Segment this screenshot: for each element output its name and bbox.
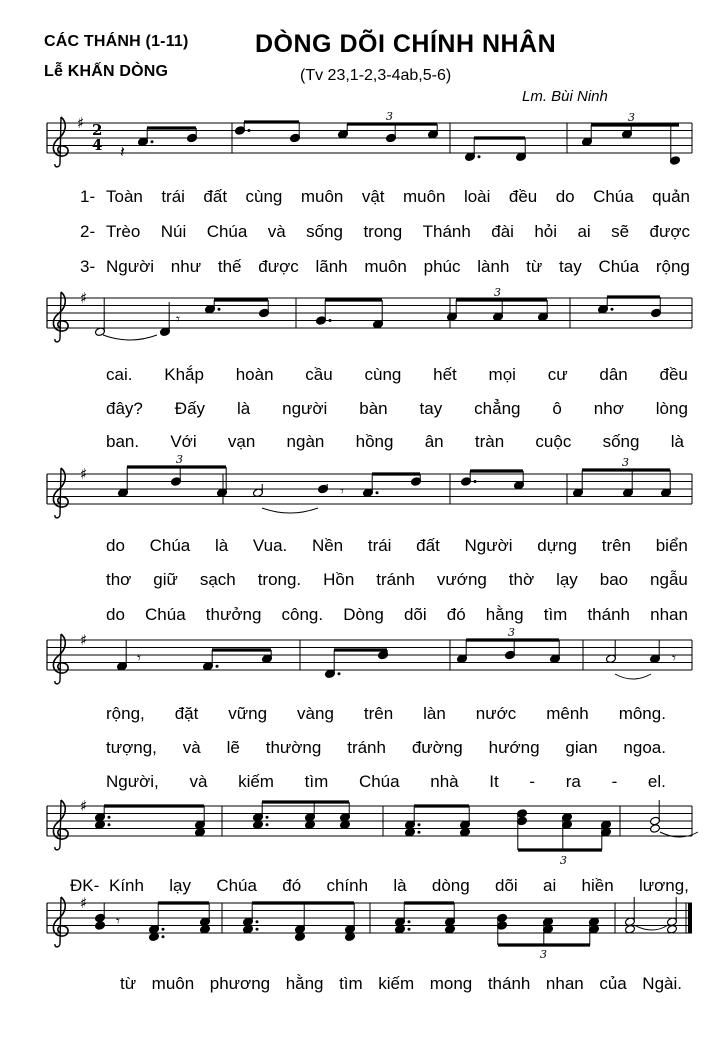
lyric-syllable: giữ <box>153 570 178 589</box>
lyric-syllable: dân <box>599 365 628 384</box>
lyric-syllable: loài <box>463 187 491 206</box>
lyric-syllable: Dòng <box>343 605 384 624</box>
lyric-syllable: hoàn <box>235 365 274 384</box>
lyric-syllable: và <box>267 222 286 241</box>
verse-number-2: 2- <box>80 222 96 241</box>
lyric-syllable: bao <box>599 570 629 589</box>
note-dot <box>162 935 165 938</box>
note-dot <box>162 928 165 931</box>
lyric-line <box>106 536 688 556</box>
occasion-label: Lễ KHẤN DÒNG <box>44 63 169 80</box>
treble-clef-icon <box>53 117 68 167</box>
lyric-syllable: ngoa. <box>623 738 666 757</box>
lyric-syllable: của <box>599 974 627 993</box>
lyric-syllable: cầu <box>305 365 333 384</box>
lyric-syllable: Chúa <box>206 222 248 241</box>
lyric-syllable: el. <box>647 772 666 791</box>
lyric-syllable: thưởng <box>205 605 262 624</box>
verse-number-1: 1- <box>80 187 96 206</box>
lyric-syllable: muôn <box>364 257 407 276</box>
lyric-syllable: lãnh <box>315 257 348 276</box>
sharp-icon: ♯ <box>77 114 85 132</box>
lyric-syllable: kiếm <box>378 974 415 993</box>
lyric-syllable: chẳng <box>474 399 521 418</box>
triplet-mark: 3 <box>540 948 547 961</box>
lyric-line <box>106 222 690 242</box>
lyric-syllable: đó <box>282 876 302 895</box>
category-label: CÁC THÁNH (1-11) <box>44 33 189 50</box>
lyric-syllable: Người, <box>106 772 159 791</box>
treble-clef-icon <box>53 897 68 947</box>
lyric-syllable: tràn <box>474 432 505 451</box>
tie <box>615 674 651 679</box>
triplet-mark: 3 <box>508 626 515 639</box>
treble-clef-icon <box>53 468 68 518</box>
lyric-syllable: dòng <box>431 876 470 895</box>
triplet-mark: 3 <box>386 110 393 123</box>
lyric-syllable: phương <box>209 974 271 993</box>
lyric-syllable: bàn <box>359 399 388 418</box>
note-head <box>95 921 106 931</box>
lyric-syllable: Kính <box>109 876 144 895</box>
note-dot <box>266 823 269 826</box>
lyric-syllable: ban. <box>106 432 140 451</box>
lyric-syllable: chính <box>326 876 369 895</box>
lyric-syllable: ngẫu <box>650 570 688 589</box>
lyric-line <box>106 605 688 625</box>
treble-clef-icon <box>53 800 68 850</box>
lyric-syllable: Chúa <box>593 187 634 206</box>
lyric-syllable: nhan <box>545 974 584 993</box>
note-dot <box>256 920 259 923</box>
lyric-syllable: vướng <box>436 570 487 589</box>
triplet-mark: 3 <box>560 854 567 867</box>
lyric-line <box>106 365 688 385</box>
final-barline <box>688 903 692 933</box>
note-dot <box>108 816 111 819</box>
verse-number-3: 3- <box>80 257 96 276</box>
lyric-syllable: Người <box>106 257 155 276</box>
note-dot <box>329 319 332 322</box>
note-dot <box>376 491 379 494</box>
lyric-syllable: cùng <box>245 187 283 206</box>
lyric-syllable: cai. <box>106 365 133 384</box>
lyric-syllable: do <box>106 536 125 555</box>
lyric-syllable: dõi <box>403 605 427 624</box>
lyric-syllable: Hồn <box>323 570 355 589</box>
quarter-rest-icon: 𝄽 <box>120 144 125 161</box>
lyric-syllable: Núi <box>160 222 187 241</box>
lyric-syllable: trong <box>363 222 403 241</box>
lyric-syllable: sẽ <box>611 222 630 241</box>
lyric-syllable: tìm <box>304 772 329 791</box>
lyric-syllable: mông. <box>618 704 666 723</box>
lyric-syllable: trong. <box>257 570 302 589</box>
time-signature-bottom: 4 <box>92 136 103 154</box>
refrain-label: ĐK- <box>70 876 100 895</box>
note-dot <box>248 129 251 132</box>
lyric-syllable: nhà <box>430 772 459 791</box>
lyric-syllable: cư <box>547 365 568 384</box>
lyric-syllable: nhan <box>650 605 688 624</box>
lyric-syllable: đất <box>203 187 228 206</box>
lyric-syllable: ra <box>565 772 581 791</box>
lyric-syllable: Chúa <box>216 876 257 895</box>
lyric-syllable: ân <box>424 432 444 451</box>
lyric-syllable: - <box>529 772 536 791</box>
lyric-syllable: đường <box>411 738 463 757</box>
song-title: DÒNG DÕI CHÍNH NHÂN <box>255 30 557 58</box>
lyric-syllable: sống <box>306 222 344 241</box>
lyric-syllable: hỏi <box>534 222 558 241</box>
lyric-syllable: - <box>611 772 618 791</box>
lyric-syllable: đều <box>659 365 688 384</box>
lyric-syllable: dựng <box>537 536 578 555</box>
lyric-syllable: mọi <box>488 365 516 384</box>
lyric-syllable: từ <box>120 974 137 993</box>
lyric-syllable: Đấy <box>174 399 206 418</box>
note-dot <box>216 665 219 668</box>
lyric-syllable: mênh <box>546 704 589 723</box>
note-dot <box>611 308 614 311</box>
lyric-syllable: ai <box>543 876 557 895</box>
lyric-syllable: tìm <box>543 605 568 624</box>
lyric-syllable: do <box>106 605 125 624</box>
lyric-syllable: như <box>170 257 202 276</box>
lyric-syllable: Toàn <box>106 187 143 206</box>
note-dot <box>151 140 154 143</box>
lyric-syllable: ai <box>577 222 591 241</box>
lyric-syllable: thường <box>265 738 322 757</box>
refrain-lyric-line <box>120 974 682 994</box>
lyric-syllable: được <box>258 257 299 276</box>
note-dot <box>108 823 111 826</box>
lyric-syllable: hướng <box>488 738 540 757</box>
sharp-icon: ♯ <box>80 289 88 307</box>
lyric-syllable: lương, <box>638 876 689 895</box>
lyric-syllable: lạy <box>169 876 192 895</box>
lyric-syllable: tượng, <box>106 738 157 757</box>
lyric-syllable: quản <box>652 187 690 206</box>
lyric-syllable: ô <box>552 399 562 418</box>
eighth-rest-icon: 𝄾 <box>340 483 344 500</box>
lyric-syllable: vàng <box>297 704 334 723</box>
lyric-line <box>106 772 666 792</box>
lyric-syllable: hết <box>433 365 457 384</box>
lyric-syllable: công. <box>281 605 324 624</box>
lyric-syllable: hằng <box>485 605 524 624</box>
lyric-syllable: Chúa <box>149 536 191 555</box>
eighth-rest-icon: 𝄾 <box>176 311 180 328</box>
lyric-syllable: mong <box>429 974 473 993</box>
lyric-syllable: kiếm <box>238 772 274 791</box>
lyric-syllable: biển <box>655 536 688 555</box>
lyric-syllable: làn <box>423 704 446 723</box>
lyric-syllable: sạch <box>199 570 236 589</box>
lyric-syllable: trái <box>161 187 185 206</box>
lyric-syllable: dõi <box>495 876 518 895</box>
lyric-syllable: vạn <box>227 432 256 451</box>
lyric-syllable: đây? <box>106 399 143 418</box>
lyric-syllable: muôn <box>402 187 446 206</box>
psalm-reference: (Tv 23,1-2,3-4ab,5-6) <box>300 67 452 84</box>
lyric-syllable: rộng <box>655 257 690 276</box>
lyric-syllable: tay <box>559 257 582 276</box>
lyric-syllable: Chúa <box>145 605 186 624</box>
lyric-syllable: tay <box>419 399 443 418</box>
triplet-mark: 3 <box>494 286 501 299</box>
lyric-syllable: Thánh <box>422 222 471 241</box>
lyric-syllable: Khắp <box>164 365 204 384</box>
lyric-syllable: và <box>182 738 201 757</box>
lyric-syllable: lòng <box>655 399 688 418</box>
eighth-rest-icon: 𝄾 <box>116 913 120 930</box>
lyric-syllable: muôn <box>300 187 344 206</box>
lyric-line <box>106 570 688 590</box>
tie <box>103 335 157 340</box>
note-dot <box>408 928 411 931</box>
lyric-syllable: Trèo <box>106 222 141 241</box>
time-signature-top: 2 <box>92 121 103 139</box>
lyric-syllable: Chúa <box>358 772 400 791</box>
lyric-syllable: thế <box>217 257 242 276</box>
triplet-mark: 3 <box>628 111 635 124</box>
lyric-syllable: Với <box>170 432 197 451</box>
lyric-syllable: thánh <box>587 605 630 624</box>
note-dot <box>338 672 341 675</box>
lyric-syllable: đặt <box>174 704 199 723</box>
tie <box>262 508 318 513</box>
lyric-syllable: được <box>649 222 690 241</box>
triplet-mark: 3 <box>176 453 183 466</box>
lyric-syllable: là <box>393 876 407 895</box>
note-dot <box>418 831 421 834</box>
lyric-syllable: nhơ <box>593 399 624 418</box>
lyric-syllable: hồng <box>355 432 394 451</box>
lyric-syllable: Người <box>464 536 513 555</box>
lyric-syllable: là <box>236 399 251 418</box>
lyric-syllable: rộng, <box>106 704 145 723</box>
lyric-syllable: lẽ <box>226 738 240 757</box>
lyric-line <box>106 432 684 452</box>
note-dot <box>218 308 221 311</box>
treble-clef-icon <box>53 292 68 342</box>
lyric-syllable: đài <box>491 222 514 241</box>
sharp-icon: ♯ <box>80 465 88 483</box>
note-dot <box>266 816 269 819</box>
sharp-icon: ♯ <box>80 894 88 912</box>
lyric-syllable: thờ <box>508 570 535 589</box>
lyric-syllable: Ngài. <box>642 974 682 993</box>
lyric-syllable: thơ <box>106 570 132 589</box>
lyric-line <box>106 187 690 207</box>
lyric-syllable: là <box>670 432 684 451</box>
lyric-syllable: tìm <box>339 974 363 993</box>
lyric-syllable: phúc <box>423 257 461 276</box>
treble-clef-icon <box>53 634 68 684</box>
triplet-mark: 3 <box>622 456 629 469</box>
lyric-syllable: đều <box>508 187 538 206</box>
lyric-line <box>106 738 666 758</box>
lyric-syllable: trái <box>367 536 392 555</box>
eighth-rest-icon: 𝄾 <box>137 650 141 667</box>
lyric-syllable: thánh <box>487 974 531 993</box>
note-dot <box>256 928 259 931</box>
lyric-syllable: hằng <box>285 974 324 993</box>
note-head <box>650 824 661 834</box>
lyric-syllable: đất <box>416 536 440 555</box>
sharp-icon: ♯ <box>80 631 88 649</box>
lyric-syllable: từ <box>526 257 543 276</box>
lyric-syllable: là <box>214 536 229 555</box>
lyric-syllable: It <box>489 772 499 791</box>
lyric-syllable: đó <box>446 605 466 624</box>
note-dot <box>478 155 481 158</box>
lyric-syllable: do <box>555 187 575 206</box>
lyric-syllable: vật <box>361 187 385 206</box>
note-dot <box>474 480 477 483</box>
lyric-syllable: hiền <box>581 876 614 895</box>
lyric-syllable: trên <box>601 536 632 555</box>
lyric-line <box>106 704 666 724</box>
note-dot <box>408 920 411 923</box>
lyric-syllable: Chúa <box>598 257 640 276</box>
sharp-icon: ♯ <box>80 797 88 815</box>
eighth-rest-icon: 𝄾 <box>672 650 676 667</box>
lyric-syllable: lạy <box>556 570 578 589</box>
lyric-syllable: sống <box>602 432 640 451</box>
lyric-syllable: tránh <box>376 570 415 589</box>
lyric-line <box>106 257 690 277</box>
lyric-syllable: vững <box>228 704 268 723</box>
lyric-syllable: muôn <box>151 974 195 993</box>
lyric-line <box>106 399 688 419</box>
refrain-lyric-line <box>109 876 689 896</box>
lyric-syllable: nước <box>475 704 517 723</box>
lyric-syllable: Nền <box>311 536 344 555</box>
lyric-syllable: lành <box>477 257 510 276</box>
lyric-syllable: ngàn <box>286 432 325 451</box>
lyric-syllable: cuộc <box>535 432 572 451</box>
lyric-syllable: trên <box>363 704 394 723</box>
lyric-syllable: người <box>282 399 328 418</box>
lyric-syllable: Vua. <box>252 536 288 555</box>
lyric-syllable: và <box>189 772 208 791</box>
composer-name: Lm. Bùi Ninh <box>522 88 608 105</box>
lyric-syllable: gian <box>565 738 598 757</box>
lyric-syllable: tránh <box>347 738 386 757</box>
note-dot <box>418 823 421 826</box>
lyric-syllable: cùng <box>364 365 402 384</box>
